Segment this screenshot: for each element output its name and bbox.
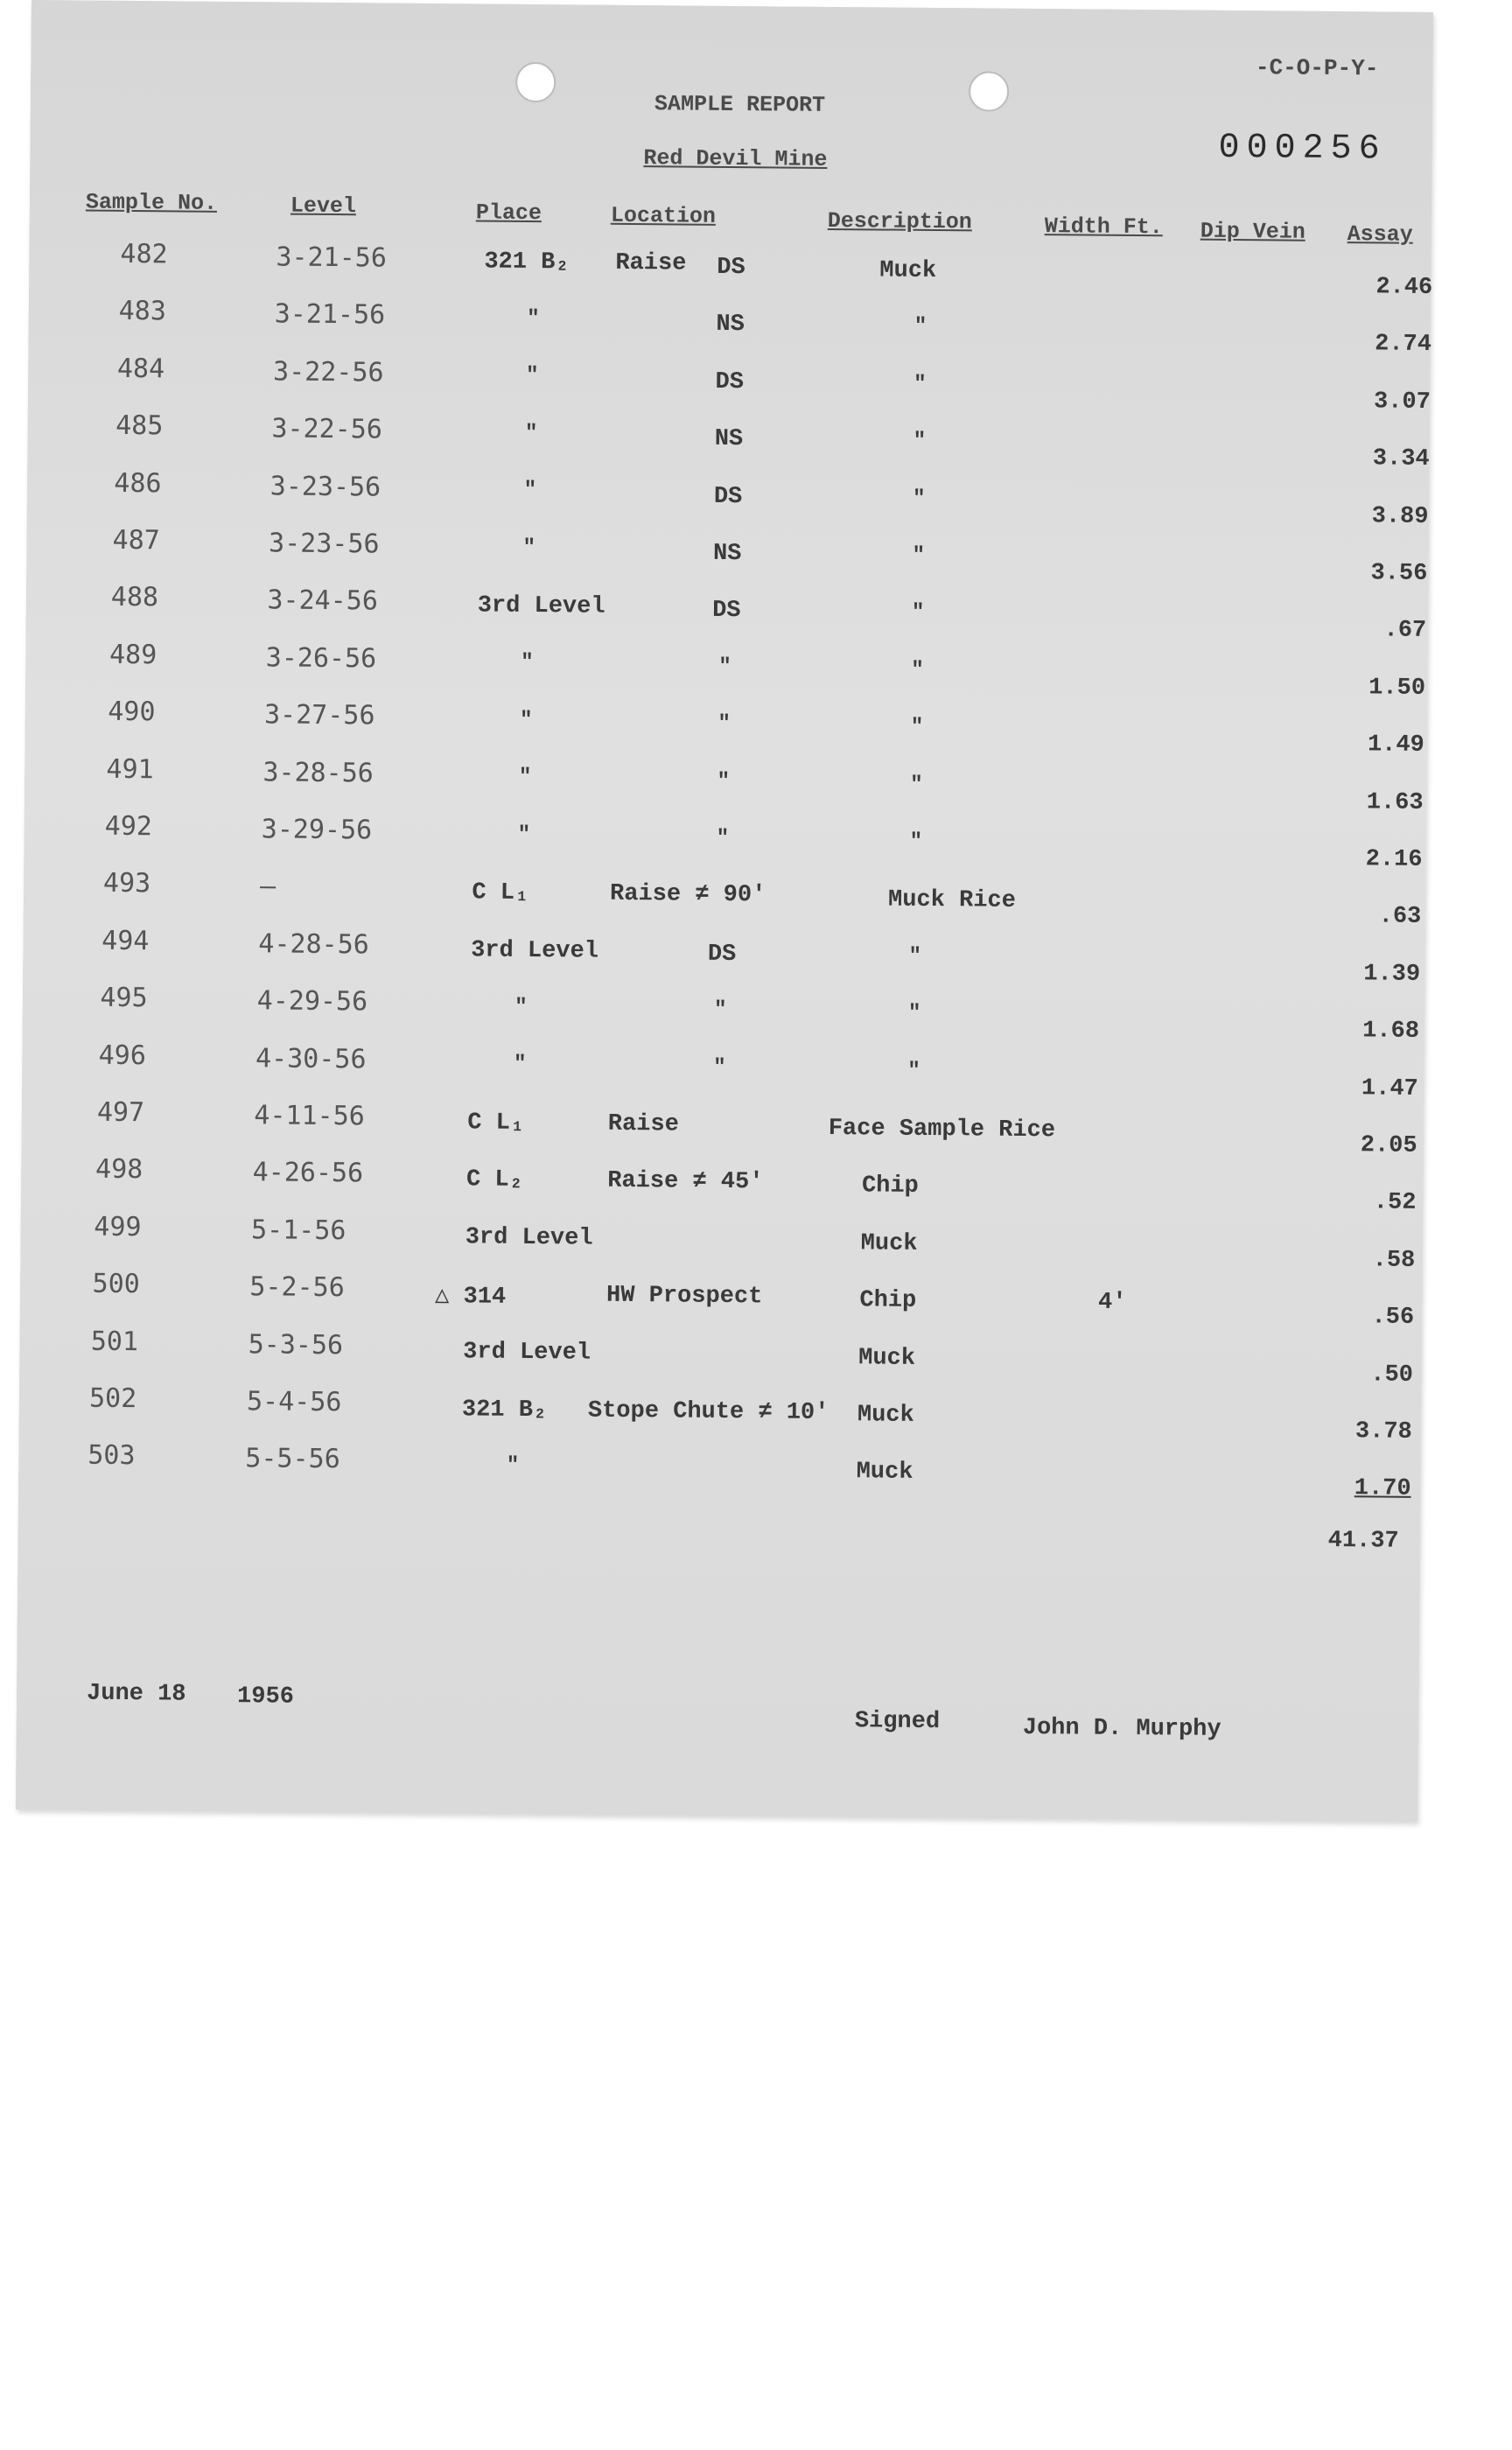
sample-date: 3-21-56: [276, 242, 388, 274]
assay-total: 41.37: [1327, 1527, 1399, 1555]
place: ": [506, 1453, 520, 1479]
location: ": [713, 1055, 726, 1080]
sample-date: 4-11-56: [254, 1100, 365, 1132]
assay-value: .52: [1373, 1189, 1417, 1217]
place: ": [517, 822, 531, 847]
punch-hole-left: [515, 62, 556, 102]
sample-date: 4-28-56: [258, 928, 369, 961]
sample-date: 3-27-56: [263, 699, 375, 732]
assay-value: .58: [1372, 1247, 1416, 1274]
location: DS: [711, 598, 741, 625]
assay-value: 1.63: [1366, 788, 1424, 816]
place: ": [522, 536, 536, 560]
assay-value: .67: [1383, 617, 1427, 645]
sample-number: 489: [108, 639, 158, 671]
place-detail: HW Prospect: [606, 1283, 763, 1311]
report-title: SAMPLE REPORT: [654, 91, 826, 118]
place: C L₁: [467, 1110, 525, 1137]
sample-number: 497: [96, 1096, 145, 1129]
assay-value: .63: [1378, 903, 1422, 931]
place-detail: Stope Chute ≠ 10': [587, 1397, 830, 1426]
sample-date: 3-23-56: [270, 470, 382, 503]
col-header-width: Width Ft.: [1044, 214, 1163, 241]
assay-value: 1.49: [1367, 732, 1424, 760]
col-header-place: Place: [475, 200, 542, 227]
description: ": [912, 543, 926, 568]
description: ": [911, 658, 924, 682]
sample-number: 501: [90, 1326, 139, 1357]
assay-value: 1.70: [1354, 1475, 1411, 1503]
place-detail: Raise: [615, 249, 687, 277]
place: ": [527, 306, 540, 331]
location: DS: [713, 483, 743, 510]
sample-number: 483: [118, 296, 167, 327]
description: ": [907, 1059, 920, 1083]
sample-number: 503: [88, 1440, 136, 1472]
location: ": [716, 826, 730, 850]
description: Muck: [858, 1344, 916, 1372]
assay-value: .50: [1370, 1362, 1414, 1389]
location: ": [717, 769, 731, 794]
place: 321 B₂: [461, 1396, 548, 1424]
description: Chip: [859, 1287, 917, 1315]
place: ": [518, 766, 532, 790]
sample-date: 4-26-56: [252, 1157, 364, 1189]
assay-value: 3.34: [1372, 445, 1430, 473]
col-header-location: Location: [610, 202, 717, 229]
sample-number: 487: [112, 524, 160, 556]
sample-number: 490: [108, 696, 156, 728]
description: Muck: [856, 1459, 914, 1487]
place: △ 314: [434, 1284, 507, 1312]
copy-mark: -C-O-P-Y-: [1255, 54, 1379, 82]
assay-value: .56: [1371, 1304, 1415, 1332]
location: DS: [717, 254, 746, 282]
sample-date: 5-2-56: [249, 1271, 345, 1304]
sample-date: 3-26-56: [265, 642, 377, 675]
assay-value: 3.89: [1371, 502, 1429, 530]
location: NS: [716, 312, 746, 339]
punch-hole-right: [969, 71, 1009, 111]
assay-value: 3.56: [1370, 560, 1428, 587]
sample-date: 3-23-56: [268, 528, 380, 560]
location: ": [718, 712, 731, 737]
sample-date: 3-24-56: [267, 584, 378, 617]
description: ": [909, 830, 923, 854]
description: ": [914, 372, 927, 396]
place: 321 B₂: [484, 248, 570, 276]
description: Face Sample Rice: [828, 1115, 1056, 1144]
place: C L₂: [466, 1166, 523, 1194]
description: ": [913, 430, 927, 454]
place-detail: Raise ≠ 90': [609, 881, 766, 909]
description: Chip: [861, 1172, 919, 1200]
location: DS: [707, 941, 737, 968]
col-header-level: Level: [290, 192, 357, 220]
assay-value: 1.39: [1363, 961, 1421, 988]
description: ": [908, 944, 922, 969]
col-header-sample-no: Sample No.: [85, 189, 218, 216]
place: ": [513, 1052, 527, 1077]
place: 3rd Level: [477, 592, 606, 621]
place: ": [525, 364, 539, 388]
assay-value: 1.50: [1368, 675, 1426, 702]
sample-date: 3-22-56: [272, 356, 384, 388]
sample-date: 3-29-56: [261, 814, 373, 846]
document-number: 000256: [1218, 128, 1387, 170]
sample-number: 502: [88, 1382, 137, 1415]
sample-number: 492: [104, 810, 153, 843]
assay-value: 3.78: [1354, 1418, 1412, 1446]
sample-number: 488: [110, 582, 159, 613]
signer-name: John D. Murphy: [1022, 1714, 1222, 1743]
description: Muck Rice: [887, 886, 1017, 915]
description: Muck: [857, 1402, 914, 1429]
sample-number: 485: [115, 410, 164, 442]
description: ": [911, 601, 925, 626]
location: NS: [712, 540, 742, 568]
assay-value: 2.16: [1365, 846, 1423, 873]
sample-date: 3-21-56: [274, 298, 386, 331]
place: 3rd Level: [463, 1339, 592, 1367]
location: ": [713, 998, 727, 1023]
description: ": [912, 486, 926, 511]
assay-value: 2.46: [1376, 274, 1433, 301]
sample-number: 498: [94, 1154, 144, 1186]
place: ": [523, 479, 537, 503]
description: Muck: [879, 257, 937, 285]
sample-number: 500: [92, 1268, 140, 1300]
place: 3rd Level: [465, 1224, 593, 1252]
place: 3rd Level: [471, 937, 599, 965]
sample-date: 3-28-56: [262, 756, 374, 789]
col-header-dip-vein: Dip Vein: [1200, 218, 1306, 245]
place: ": [519, 708, 533, 732]
sample-number: 486: [114, 467, 162, 499]
sample-number: 482: [120, 238, 168, 270]
location: NS: [714, 426, 744, 453]
assay-value: 1.68: [1362, 1018, 1420, 1046]
assay-value: 2.74: [1375, 331, 1432, 359]
sample-date: 5-4-56: [246, 1386, 342, 1418]
assay-value: 3.07: [1373, 388, 1431, 416]
description: ": [914, 315, 928, 340]
sample-date: —: [259, 871, 276, 902]
mine-name: Red Devil Mine: [643, 145, 828, 172]
assay-value: 2.05: [1360, 1132, 1418, 1159]
sample-number: 499: [94, 1211, 142, 1242]
sample-number: 493: [102, 868, 151, 900]
place: C L₁: [472, 879, 529, 907]
sample-number: 496: [98, 1040, 147, 1071]
report-sheet: [16, 0, 1433, 1822]
description: ": [907, 1001, 921, 1026]
place: ": [514, 995, 528, 1019]
sample-date: 4-29-56: [256, 985, 368, 1018]
assay-value: 1.47: [1361, 1074, 1418, 1102]
description: ": [910, 715, 924, 740]
col-header-description: Description: [827, 207, 972, 235]
footer-date: June 18: [86, 1680, 186, 1708]
place: ": [521, 650, 534, 676]
place: ": [524, 421, 538, 445]
place-detail: Raise: [607, 1110, 679, 1138]
sample-number: 484: [116, 353, 165, 385]
sample-number: 491: [106, 753, 154, 785]
description: Muck: [860, 1230, 918, 1257]
location: ": [718, 654, 732, 679]
sample-date: 4-30-56: [255, 1042, 367, 1074]
sample-number: 494: [102, 925, 150, 957]
footer-year: 1956: [236, 1684, 295, 1711]
sample-date: 5-3-56: [248, 1328, 344, 1361]
sample-date: 3-22-56: [271, 413, 383, 445]
width-ft: 4': [1097, 1289, 1127, 1317]
location: DS: [715, 368, 745, 396]
place-detail: Raise ≠ 45': [607, 1168, 764, 1196]
col-header-assay: Assay: [1347, 221, 1413, 248]
sample-date: 5-5-56: [245, 1443, 340, 1475]
sample-number: 495: [100, 982, 148, 1014]
description: ": [910, 773, 923, 797]
signed-label: Signed: [854, 1708, 941, 1736]
sample-date: 5-1-56: [250, 1214, 346, 1246]
